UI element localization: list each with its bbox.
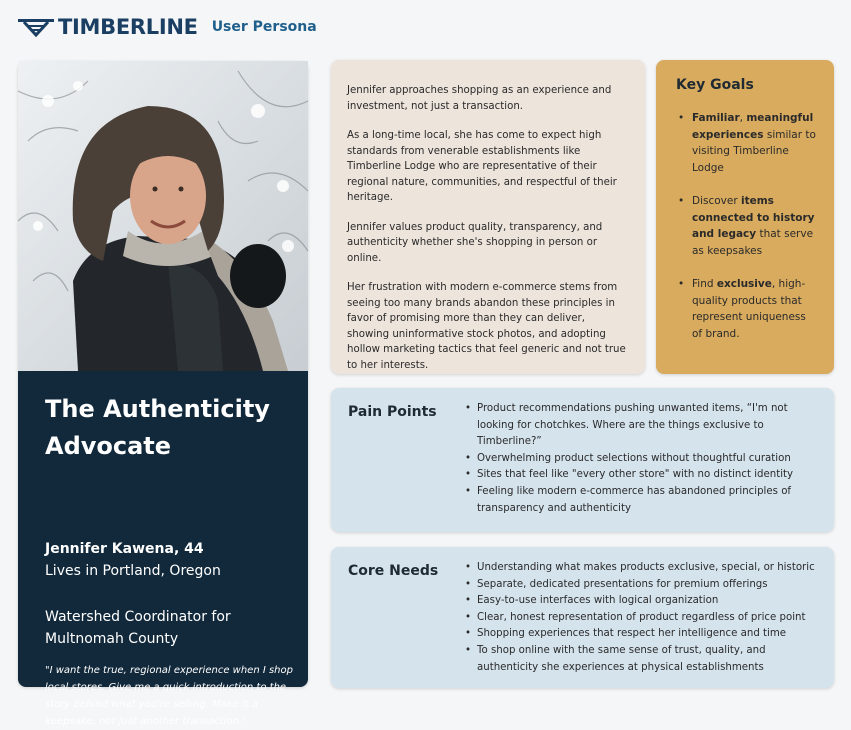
bio-paragraph: As a long-time local, she has come to expect high standards from venerable establishments like Timberline Lodge who are representative of their regional nature, communities, and respectful of their heritage. <box>347 130 617 203</box>
goal-item: • Find exclusive, high-quality products that represent uniqueness of brand. <box>676 276 818 342</box>
list-item: • To shop online with the same sense of trust, quality, and authenticity she experiences at physical establishments <box>465 643 815 676</box>
page-subtitle: User Persona <box>211 19 317 35</box>
key-goals-title: Key Goals <box>676 77 754 93</box>
key-goals-list <box>676 110 818 342</box>
persona-title: The Authenticity Advocate <box>45 395 270 460</box>
bio-paragraph: Jennifer values product quality, transparency, and authenticity whether she's shopping in person or online. <box>347 221 603 264</box>
list-item: • Feeling like modern e-commerce has abandoned principles of transparency and authenticity <box>465 484 815 517</box>
persona-location: Lives in Portland, Oregon <box>45 563 221 579</box>
pain-points-card <box>331 388 834 532</box>
bio-card <box>331 60 645 374</box>
list-item: • Clear, honest representation of product regardless of price point <box>465 610 815 627</box>
bio-paragraph: Jennifer approaches shopping as an experience and investment, not just a transaction. <box>347 85 612 112</box>
persona-photo <box>18 61 308 371</box>
key-goals-card <box>656 60 834 374</box>
list-item: • Separate, dedicated presentations for premium offerings <box>465 577 815 594</box>
pain-points-list <box>465 401 815 517</box>
bio-paragraph: Her frustration with modern e-commerce stems from seeing too many brands abandon these principles in favor of promising more than they can deliver, showing uninformative stock photos, and adopting hollow marketing tactics that feel generic and not true to her interests. <box>347 282 626 371</box>
list-item: • Product recommendations pushing unwanted items, “I'm not looking for chotchkes. Where are the things exclusive to Timberline?” <box>465 401 815 451</box>
goal-item: • Discover items connected to history and legacy that serve as keepsakes <box>676 193 818 259</box>
persona-summary <box>18 371 308 727</box>
list-item: • Overwhelming product selections without thoughtful curation <box>465 451 815 468</box>
list-item: • Shopping experiences that respect her intelligence and time <box>465 626 815 643</box>
timberline-logo-icon <box>18 16 54 38</box>
list-item: • Understanding what makes products exclusive, special, or historic <box>465 560 815 577</box>
persona-job: Watershed Coordinator for Multnomah County <box>45 609 231 647</box>
core-needs-heading: Core Needs <box>348 563 439 579</box>
core-needs-list <box>465 560 815 676</box>
list-item: • Sites that feel like "every other store" with no distinct identity <box>465 467 815 484</box>
page-header <box>18 12 317 42</box>
core-needs-card <box>331 547 834 688</box>
goal-item: • Familiar, meaningful experiences similar to visiting Timberline Lodge <box>676 110 818 176</box>
persona-profile-card <box>18 61 308 727</box>
list-item: • Easy-to-use interfaces with logical organization <box>465 593 815 610</box>
pain-points-heading: Pain Points <box>348 404 437 420</box>
persona-quote: "I want the true, regional experience when I shop local stores. Give me a quick introduction to the story behind what you're selling. Make it a keepsake, not just another transaction." <box>45 665 293 727</box>
persona-name-age: Jennifer Kawena, 44 <box>45 541 204 557</box>
brand-name: TIMBERLINE <box>58 15 198 39</box>
